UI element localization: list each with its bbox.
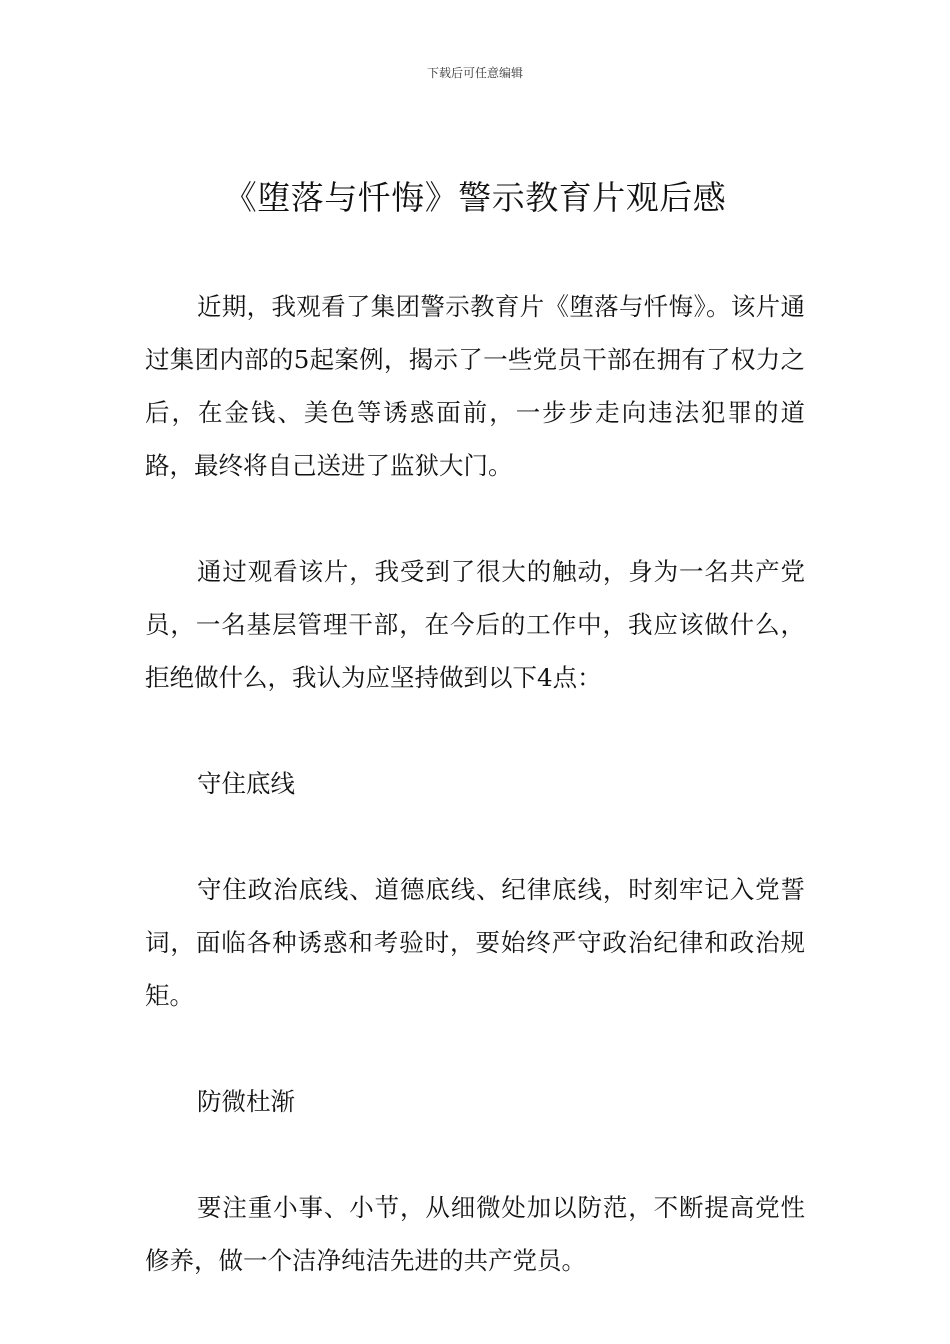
section-body: 守住政治底线、道德底线、纪律底线，时刻牢记入党誓词，面临各种诱惑和考验时，要始终严守政治纪律和政治规矩。: [145, 875, 805, 1010]
paragraph-spacer: [145, 492, 805, 545]
reflection-paragraph: 通过观看该片，我受到了很大的触动，身为一名共产党员，一名基层管理干部，在今后的工作中，我应该做什么，拒绝做什么，我认为应坚持做到以下4点：: [145, 557, 805, 692]
section-heading: 防微杜渐: [197, 1087, 295, 1116]
document-body: [145, 280, 805, 1287]
paragraph-spacer: [145, 1128, 805, 1181]
intro-paragraph: 近期，我观看了集团警示教育片《堕落与忏悔》。该片通过集团内部的5起案例，揭示了一些党员干部在拥有了权力之后，在金钱、美色等诱惑面前，一步步走向违法犯罪的道路，最终将自己送进了监狱大门。: [145, 292, 805, 480]
document-title: 《堕落与忏悔》警示教育片观后感: [223, 178, 727, 217]
paragraph-spacer: [145, 704, 805, 757]
page-header-note: 下载后可任意编辑: [426, 66, 523, 80]
paragraph-spacer: [145, 1022, 805, 1075]
section-body: 要注重小事、小节，从细微处加以防范，不断提高党性修养，做一个洁净纯洁先进的共产党员。: [145, 1193, 805, 1275]
paragraph-spacer: [145, 810, 805, 863]
section-heading: 守住底线: [197, 769, 295, 798]
